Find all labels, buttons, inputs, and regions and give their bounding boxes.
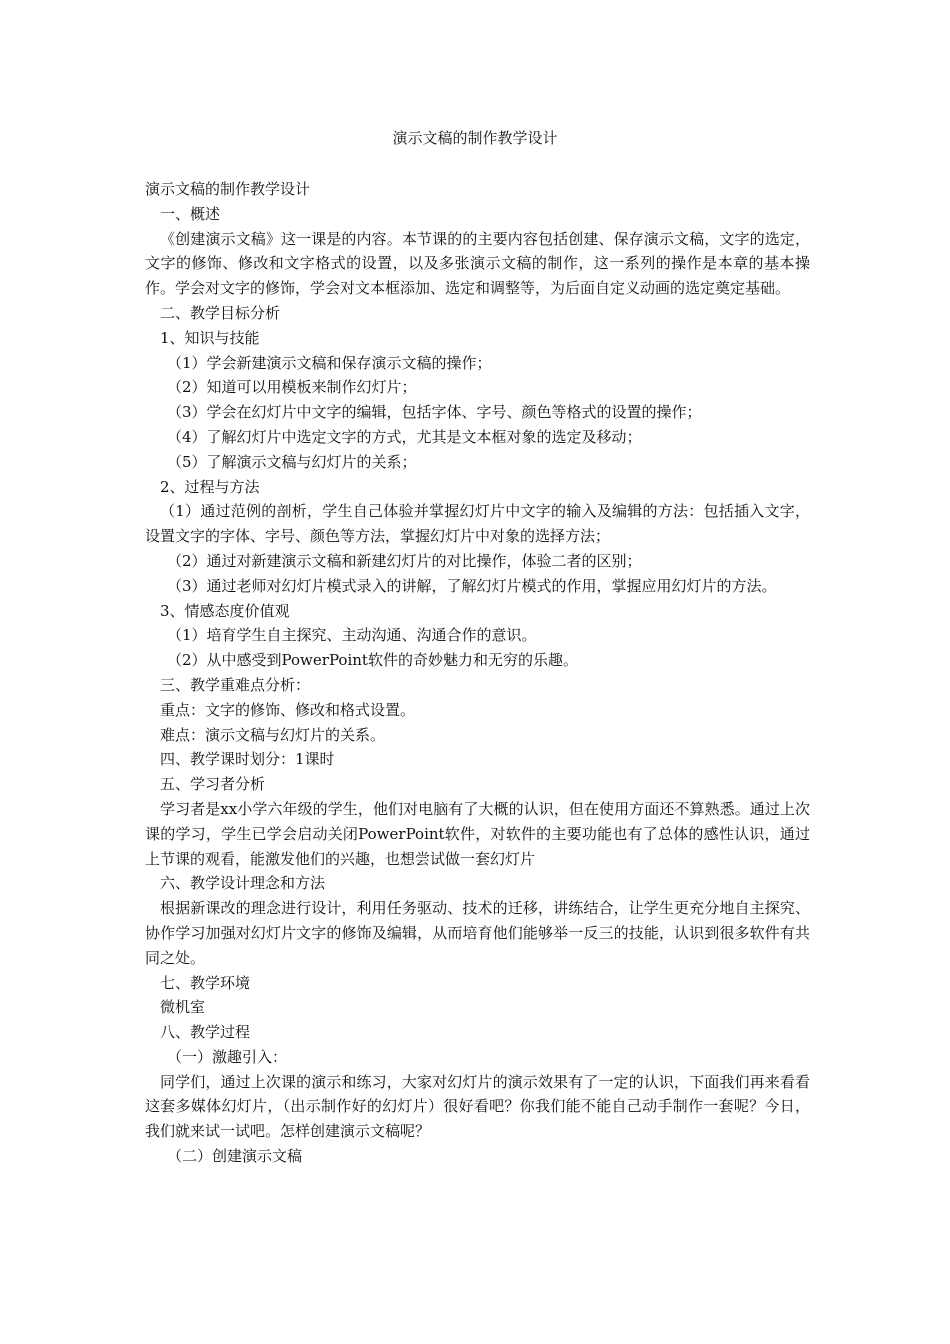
text-line: 八、教学过程: [160, 1023, 251, 1042]
text-line: 二、教学目标分析: [160, 303, 281, 322]
document-body: [145, 177, 810, 1169]
text-line: 3、情感态度价值观: [160, 601, 290, 620]
body-paragraph: 《创建演示文稿》这一课是的内容。本节课的的主要内容包括创建、保存演示文稿，文字的选定，文字的修饰、修改和文字格式的设置，以及多张演示文稿的制作，这一系列的操作是本章的基本操作。学会对文字的修饰，学会对文本框添加、选定和调整等，为后面自定义动画的选定奠定基础。: [145, 229, 810, 298]
text-line: 四、教学课时划分：1课时: [160, 750, 335, 769]
text-line: 难点：演示文稿与幻灯片的关系。: [160, 725, 386, 744]
text-line: （二）创建演示文稿: [167, 1147, 303, 1166]
text-line: （1）培育学生自主探究、主动沟通、沟通合作的意识。: [167, 626, 537, 645]
body-paragraph: （1）通过范例的剖析，学生自己体验并掌握幻灯片中文字的输入及编辑的方法：包括插入文字，设置文字的字体、字号、颜色等方法，掌握幻灯片中对象的选择方法；: [145, 502, 810, 546]
text-line: 重点：文字的修饰、修改和格式设置。: [160, 700, 416, 719]
text-line: 六、教学设计理念和方法: [160, 874, 326, 893]
text-line: 三、教学重难点分析：: [160, 675, 311, 694]
text-line: （5）了解演示文稿与幻灯片的关系；: [167, 452, 417, 471]
body-paragraph: 根据新课改的理念进行设计，利用任务驱动、技术的迁移，讲练结合，让学生更充分地自主探究、协作学习加强对幻灯片文字的修饰及编辑，从而培育他们能够举一反三的技能，认识到很多软件有共同之处。: [145, 899, 810, 967]
text-line: 七、教学环境: [160, 973, 251, 992]
text-line: （一）激趣引入：: [167, 1047, 288, 1066]
text-line: 2、过程与方法: [160, 477, 260, 496]
text-line: （2）知道可以用模板来制作幻灯片；: [167, 378, 417, 397]
text-line: 一、概述: [160, 204, 221, 223]
text-line: 演示文稿的制作教学设计: [145, 180, 311, 198]
text-line: （2）从中感受到PowerPoint软件的奇妙魅力和无穷的乐趣。: [167, 651, 578, 670]
body-paragraph: 学习者是xx小学六年级的学生，他们对电脑有了大概的认识，但在使用方面还不算熟悉。通过上次课的学习，学生已学会启动关闭PowerPoint软件，对软件的主要功能也有了总体的感性认识，通过上节课的观看，能激发他们的兴趣，也想尝试做一套幻灯片: [145, 799, 810, 868]
document-title: 演示文稿的制作教学设计: [392, 129, 558, 147]
text-line: 1、知识与技能: [160, 328, 260, 347]
text-line: 微机室: [160, 998, 206, 1017]
text-line: （1）学会新建演示文稿和保存演示文稿的操作；: [167, 353, 492, 372]
text-line: （4）了解幻灯片中选定文字的方式，尤其是文本框对象的选定及移动；: [167, 427, 642, 446]
body-paragraph: 同学们，通过上次课的演示和练习，大家对幻灯片的演示效果有了一定的认识，下面我们再来看看这套多媒体幻灯片，（出示制作好的幻灯片）很好看吧？你我们能不能自己动手制作一套呢？今日，我们就来试一试吧。怎样创建演示文稿呢？: [145, 1072, 810, 1141]
text-line: （2）通过对新建演示文稿和新建幻灯片的对比操作，体验二者的区别；: [167, 551, 642, 570]
text-line: 五、学习者分析: [160, 775, 266, 794]
text-line: （3）学会在幻灯片中文字的编辑，包括字体、字号、颜色等格式的设置的操作；: [167, 403, 702, 422]
text-line: （3）通过老师对幻灯片模式录入的讲解，了解幻灯片模式的作用，掌握应用幻灯片的方法。: [167, 576, 777, 595]
